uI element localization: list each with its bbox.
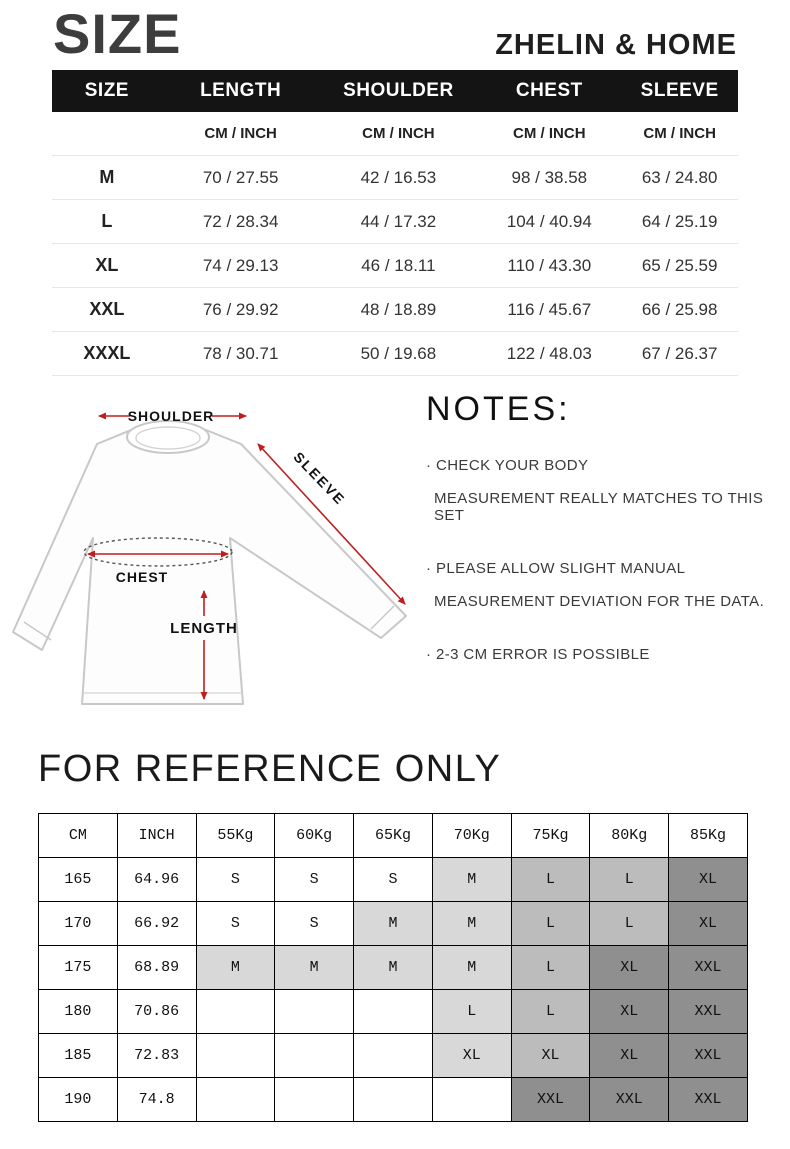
measurement-cell: 70 / 27.55 [162,156,320,200]
shirt-outline [13,430,406,704]
height-cell: 74.8 [117,1078,196,1122]
brand-name: ZHELIN & HOME [495,29,737,62]
measurement-cell: 122 / 48.03 [477,332,621,376]
reference-column-header: 60Kg [275,814,354,858]
recommended-size-cell: M [354,902,433,946]
size-table-row [52,332,738,376]
recommended-size-cell: XL [511,1034,590,1078]
reference-column-header: 75Kg [511,814,590,858]
reference-table-row [39,990,748,1034]
notes-list [426,457,776,663]
recommended-size-cell: XXL [669,1034,748,1078]
unit-cell-empty [52,112,162,156]
reference-column-header: INCH [117,814,196,858]
recommended-size-cell [196,990,275,1034]
measurement-cell: 48 / 18.89 [320,288,478,332]
recommended-size-cell: XXL [511,1078,590,1122]
recommended-size-cell [196,1034,275,1078]
recommended-size-cell [354,990,433,1034]
size-column-header: CHEST [477,70,621,112]
recommended-size-cell: XXL [669,946,748,990]
size-name-cell: M [52,156,162,200]
reference-column-header: 80Kg [590,814,669,858]
measurement-cell: 116 / 45.67 [477,288,621,332]
size-table-body [52,112,738,376]
recommended-size-cell: L [511,990,590,1034]
reference-table-body [39,858,748,1122]
measurement-cell: 76 / 29.92 [162,288,320,332]
size-column-header: SIZE [52,70,162,112]
recommended-size-cell: XL [432,1034,511,1078]
measurement-cell: 50 / 19.68 [320,332,478,376]
recommended-size-cell: M [432,902,511,946]
length-label: LENGTH [170,620,238,637]
recommended-size-cell: M [196,946,275,990]
measurement-cell: 64 / 25.19 [621,200,738,244]
recommended-size-cell [354,1034,433,1078]
height-cell: 70.86 [117,990,196,1034]
recommended-size-cell: L [511,858,590,902]
recommended-size-cell [196,1078,275,1122]
size-table-header-row [52,70,738,112]
recommended-size-cell: XXL [669,990,748,1034]
reference-column-header: 65Kg [354,814,433,858]
note-item [426,457,776,524]
unit-row [52,112,738,156]
size-column-header: LENGTH [162,70,320,112]
size-name-cell: L [52,200,162,244]
size-name-cell: XXXL [52,332,162,376]
height-cell: 185 [39,1034,118,1078]
measurement-cell: 78 / 30.71 [162,332,320,376]
recommended-size-cell: L [590,902,669,946]
recommended-size-cell: M [432,946,511,990]
recommended-size-cell: S [196,858,275,902]
note-item [426,560,776,610]
measurement-cell: 42 / 16.53 [320,156,478,200]
reference-table [38,813,748,1122]
recommended-size-cell: L [511,902,590,946]
size-table-row [52,288,738,332]
height-cell: 180 [39,990,118,1034]
reference-table-row [39,1078,748,1122]
unit-cell: CM / INCH [162,112,320,156]
reference-table-row [39,858,748,902]
height-cell: 170 [39,902,118,946]
reference-column-header: 85Kg [669,814,748,858]
page-title: SIZE [53,2,182,65]
note-text: MEASUREMENT DEVIATION FOR THE DATA. [434,593,765,610]
size-name-cell: XL [52,244,162,288]
size-table [52,70,738,376]
note-text: · PLEASE ALLOW SLIGHT MANUAL [426,560,686,577]
unit-cell: CM / INCH [320,112,478,156]
recommended-size-cell: M [275,946,354,990]
reference-table-row [39,902,748,946]
measurement-cell: 63 / 24.80 [621,156,738,200]
note-item [426,646,776,663]
note-text: · 2-3 CM ERROR IS POSSIBLE [426,646,650,663]
recommended-size-cell: L [432,990,511,1034]
middle-section [0,386,790,726]
reference-table-row [39,1034,748,1078]
collar-outer [127,421,209,453]
reference-column-header: 70Kg [432,814,511,858]
size-table-row [52,244,738,288]
shirt-diagram-svg [0,386,420,721]
measurement-cell: 104 / 40.94 [477,200,621,244]
measurement-cell: 110 / 43.30 [477,244,621,288]
measurement-cell: 74 / 29.13 [162,244,320,288]
recommended-size-cell: L [511,946,590,990]
recommended-size-cell [354,1078,433,1122]
reference-title: FOR REFERENCE ONLY [38,748,502,790]
page-header [0,0,790,70]
height-cell: 175 [39,946,118,990]
chest-label: CHEST [115,569,169,585]
measurement-cell: 46 / 18.11 [320,244,478,288]
recommended-size-cell: M [354,946,433,990]
height-cell: 165 [39,858,118,902]
shoulder-label: SHOULDER [127,408,215,424]
recommended-size-cell: XXL [590,1078,669,1122]
note-text: · CHECK YOUR BODY [426,457,589,474]
size-table-row [52,156,738,200]
size-column-header: SHOULDER [320,70,478,112]
recommended-size-cell: S [275,858,354,902]
recommended-size-cell [275,1034,354,1078]
size-column-header: SLEEVE [621,70,738,112]
unit-cell: CM / INCH [477,112,621,156]
recommended-size-cell: M [432,858,511,902]
measurement-cell: 44 / 17.32 [320,200,478,244]
measurement-cell: 66 / 25.98 [621,288,738,332]
height-cell: 66.92 [117,902,196,946]
recommended-size-cell: S [275,902,354,946]
notes-panel [420,386,790,726]
recommended-size-cell [432,1078,511,1122]
recommended-size-cell: XL [590,1034,669,1078]
size-name-cell: XXL [52,288,162,332]
sleeve-label: SLEEVE [290,448,349,509]
recommended-size-cell: XL [590,946,669,990]
shirt-measurement-diagram [0,386,420,726]
recommended-size-cell: XL [669,858,748,902]
measurement-cell: 98 / 38.58 [477,156,621,200]
height-cell: 72.83 [117,1034,196,1078]
recommended-size-cell: S [354,858,433,902]
recommended-size-cell [275,1078,354,1122]
reference-table-header-row [39,814,748,858]
recommended-size-cell: XL [590,990,669,1034]
height-cell: 68.89 [117,946,196,990]
reference-table-row [39,946,748,990]
measurement-cell: 67 / 26.37 [621,332,738,376]
size-table-row [52,200,738,244]
recommended-size-cell: L [590,858,669,902]
reference-column-header: 55Kg [196,814,275,858]
recommended-size-cell: XL [669,902,748,946]
reference-column-header: CM [39,814,118,858]
recommended-size-cell [275,990,354,1034]
unit-cell: CM / INCH [621,112,738,156]
measurement-cell: 72 / 28.34 [162,200,320,244]
notes-title: NOTES: [426,390,571,428]
measurement-cell: 65 / 25.59 [621,244,738,288]
height-cell: 64.96 [117,858,196,902]
recommended-size-cell: XXL [669,1078,748,1122]
recommended-size-cell: S [196,902,275,946]
height-cell: 190 [39,1078,118,1122]
note-text: MEASUREMENT REALLY MATCHES TO THIS SET [434,490,764,524]
